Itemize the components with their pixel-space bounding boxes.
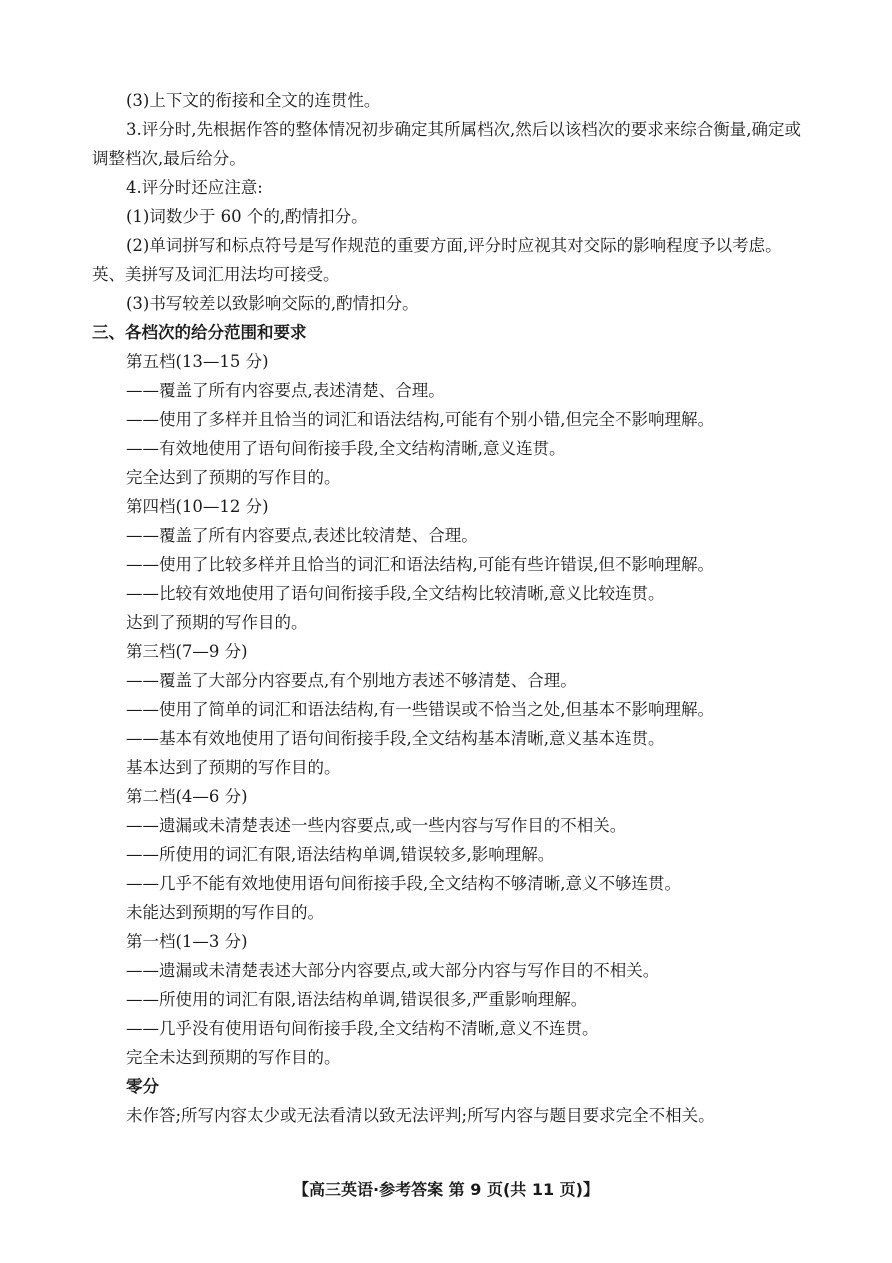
grade-zero bbox=[92, 1072, 812, 1130]
grade-2 bbox=[92, 782, 812, 927]
grade-item: ——基本有效地使用了语句间衔接手段,全文结构基本清晰,意义基本连贯。 bbox=[126, 729, 665, 748]
grade-title: 第四档(10—12 分) bbox=[126, 497, 269, 516]
grade-title: 第三档(7—9 分) bbox=[126, 642, 248, 661]
grade-item: ——覆盖了大部分内容要点,有个别地方表述不够清楚、合理。 bbox=[126, 671, 577, 690]
grade-summary: 基本达到了预期的写作目的。 bbox=[126, 758, 341, 777]
grade-item: ——比较有效地使用了语句间衔接手段,全文结构比较清晰,意义比较连贯。 bbox=[126, 584, 665, 603]
grade-item: ——遗漏或未清楚表述一些内容要点,或一些内容与写作目的不相关。 bbox=[126, 816, 627, 835]
grade-summary: 达到了预期的写作目的。 bbox=[126, 613, 308, 632]
page-content bbox=[92, 86, 812, 1130]
note-spelling: (2)单词拼写和标点符号是写作规范的重要方面,评分时应视其对交际的影响程度予以考虑。英、美拼写及词汇用法均可接受。 bbox=[92, 236, 782, 284]
grade-title: 第五档(13—15 分) bbox=[126, 352, 269, 371]
grade-summary: 完全未达到预期的写作目的。 bbox=[126, 1048, 341, 1067]
section-heading: 三、各档次的给分范围和要求 bbox=[92, 323, 307, 342]
grade-summary: 未能达到预期的写作目的。 bbox=[126, 903, 324, 922]
grade-item: ——几乎没有使用语句间衔接手段,全文结构不清晰,意义不连贯。 bbox=[126, 1019, 599, 1038]
note-word-count: (1)词数少于 60 个的,酌情扣分。 bbox=[126, 207, 368, 226]
grade-title: 零分 bbox=[126, 1077, 159, 1096]
grade-item: ——覆盖了所有内容要点,表述清楚、合理。 bbox=[126, 381, 445, 400]
note-handwriting: (3)书写较差以致影响交际的,酌情扣分。 bbox=[126, 294, 419, 313]
grade-summary: 未作答;所写内容太少或无法看清以致无法评判;所写内容与题目要求完全不相关。 bbox=[126, 1106, 715, 1125]
grade-1 bbox=[92, 927, 812, 1072]
scoring-rule-3: 3.评分时,先根据作答的整体情况初步确定其所属档次,然后以该档次的要求来综合衡量,确定或调整档次,最后给分。 bbox=[92, 120, 801, 168]
grade-4 bbox=[92, 492, 812, 637]
grade-item: ——所使用的词汇有限,语法结构单调,错误较多,影响理解。 bbox=[126, 845, 555, 864]
grade-item: ——使用了比较多样并且恰当的词汇和语法结构,可能有些许错误,但不影响理解。 bbox=[126, 555, 714, 574]
grade-item: ——所使用的词汇有限,语法结构单调,错误很多,严重影响理解。 bbox=[126, 990, 588, 1009]
grade-item: ——使用了多样并且恰当的词汇和语法结构,可能有个别小错,但完全不影响理解。 bbox=[126, 410, 714, 429]
grade-5 bbox=[92, 347, 812, 492]
grade-summary: 完全达到了预期的写作目的。 bbox=[126, 468, 341, 487]
grade-3 bbox=[92, 637, 812, 782]
coherence-item: (3)上下文的衔接和全文的连贯性。 bbox=[126, 91, 381, 110]
grade-item: ——遗漏或未清楚表述大部分内容要点,或大部分内容与写作目的不相关。 bbox=[126, 961, 660, 980]
grade-item: ——使用了简单的词汇和语法结构,有一些错误或不恰当之处,但基本不影响理解。 bbox=[126, 700, 714, 719]
grade-item: ——覆盖了所有内容要点,表述比较清楚、合理。 bbox=[126, 526, 478, 545]
page-footer: 【高三英语·参考答案 第 9 页(共 11 页)】 bbox=[293, 1180, 599, 1199]
scoring-rule-4: 4.评分时还应注意: bbox=[126, 178, 263, 197]
grade-item: ——有效地使用了语句间衔接手段,全文结构清晰,意义连贯。 bbox=[126, 439, 566, 458]
grade-title: 第一档(1—3 分) bbox=[126, 932, 248, 951]
grade-item: ——几乎不能有效地使用语句间衔接手段,全文结构不够清晰,意义不够连贯。 bbox=[126, 874, 681, 893]
grade-title: 第二档(4—6 分) bbox=[126, 787, 248, 806]
